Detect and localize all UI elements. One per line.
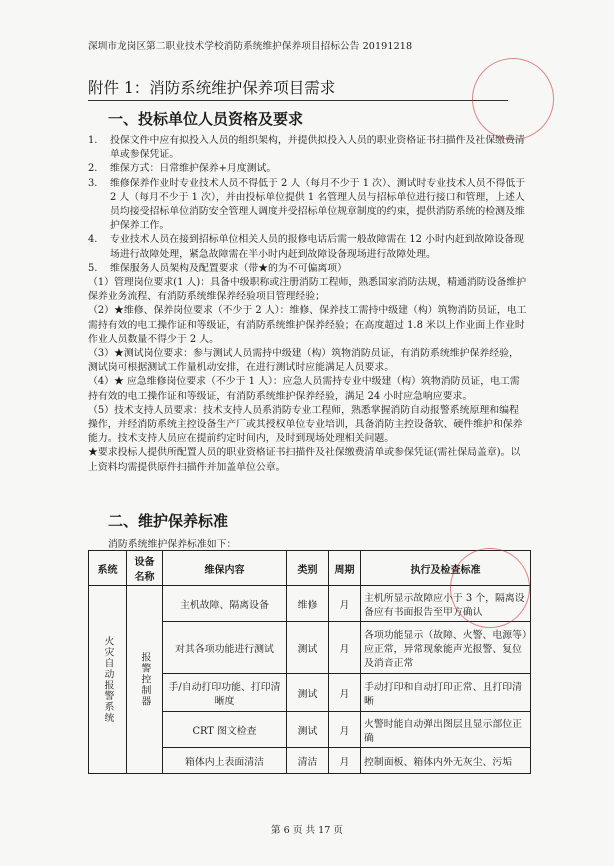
type-cell: 测试 xyxy=(287,622,329,674)
content-cell: 箱体内上表面清洁 xyxy=(163,748,287,774)
content-cell: 对其各项功能进行测试 xyxy=(163,622,287,674)
column-header-type: 类别 xyxy=(287,551,329,586)
type-cell: 清洁 xyxy=(287,748,329,774)
column-header-device: 设备名称 xyxy=(127,551,163,586)
column-header-system: 系统 xyxy=(89,551,127,586)
paragraph-management: （1）管理岗位要求(1 人)：具备中级职称或注册消防工程师，熟悉国家消防法规，精通消防设备维护保养业务流程、有消防系统维保养经验项目管理经验； xyxy=(88,277,527,303)
paragraph-maintenance: （2）★维修、保养岗位要求（不少于 2 人）：维修、保养技工需持中级建（构）筑物消防员证，电工需持有效的电工操作证和等级证，有消防系统维护保养经验；在高度超过 1.8 米以上作业面上作业时作业人员数量不得少于 2 人。 xyxy=(88,305,527,345)
list-item: 4. 专业技术人员在接到招标单位相关人员的报修电话后需一般故障需在 12 小时内赶到故障设备现场进行故障处理，紧急故障需在半小时内赶到故障设备现场进行故障处理。 xyxy=(88,234,524,260)
list-item: 2. 维保方式：日常维护保养+月度测试。 xyxy=(88,163,277,175)
content-cell: 主机故障、隔离设备 xyxy=(163,586,287,622)
column-header-standard: 执行及检查标准 xyxy=(361,551,531,586)
column-header-period: 周期 xyxy=(329,551,361,586)
content-cell: 手/自动打印功能、打印清晰度 xyxy=(163,674,287,712)
period-cell: 月 xyxy=(329,586,361,622)
table-header-row xyxy=(89,551,531,586)
list-item: 1. 投保文件中应有拟投入人员的组织架构，并提供拟投入人员的职业资格证书扫描件及社保缴费清单或参保凭证。 xyxy=(88,135,525,161)
content-cell: CRT 图文检查 xyxy=(163,712,287,748)
period-cell: 月 xyxy=(329,748,361,774)
type-cell: 维修 xyxy=(287,586,329,622)
period-cell: 月 xyxy=(329,674,361,712)
paragraph-emergency: （4）★ 应急维修岗位要求（不少于 1 人）：应急人员需持专业中级建（构）筑物消防员证，电工需持有效的电工操作证和等级证，有消防系统维护保养经验，满足 24 小时应急响应要求。 xyxy=(88,376,520,402)
requirements-body xyxy=(88,134,528,475)
section-heading-qualifications: 一、投标单位人员资格及要求 xyxy=(108,110,304,128)
period-cell: 月 xyxy=(329,712,361,748)
paragraph-note: ★要求投标人提供所配置人员的职业资格证书扫描件及社保缴费清单或参保凭证(需社保局盖章)。以上资料均需提供原件扫描件并加盖单位公章。 xyxy=(88,447,521,473)
column-header-content: 维保内容 xyxy=(163,551,287,586)
device-cell: 报警控制器 xyxy=(127,586,163,774)
table-intro: 消防系统维护保养标准如下： xyxy=(108,539,237,550)
paragraph-tech-support: （5）技术支持人员要求：技术支持人员系消防专业工程师，熟悉掌握消防自动报警系统原理和编程操作，并经消防系统主控设备生产厂或其授权单位专业培训，具备消防主控设备软、硬件维护和保养能力。技术支持人员应在提前约定时间内，及时到现场处理相关问题。 xyxy=(88,404,523,445)
list-item: 3. 维修保养作业时专业技术人员不得低于 2 人（每月不少于 1 次）、测试时专业技术人员不得低于 2 人（每月不少于 1 次），并由投标单位提供 1 名管理人员与招标单位进行接口和管理，上述人员均接受招标单位消防安全管理人调度并受招标单位规章制度的约束，提供消防系统的检测及维护保养工作。 xyxy=(88,177,526,232)
standard-cell: 手动打印和自动打印正常、且打印清晰 xyxy=(361,674,531,712)
page-footer: 第 6 页 共 17 页 xyxy=(271,825,343,836)
page-header: 深圳市龙岗区第二职业技术学校消防系统维护保养项目招标公告 20191218 xyxy=(88,41,413,52)
system-cell: 火灾自动报警系统 xyxy=(89,586,127,774)
type-cell: 测试 xyxy=(287,674,329,712)
standard-cell: 各项功能显示（故障、火警、电源等）应正常，异常现象能声光报警、复位及消音正常 xyxy=(361,622,531,674)
section-heading-standards: 二、维护保养标准 xyxy=(108,512,229,530)
page-title: 附件 1：消防系统维护保养项目需求 xyxy=(88,76,508,101)
paragraph-testing: （3）★测试岗位要求：参与测试人员需持中级建（构）筑物消防员证，有消防系统维护保养经验，测试岗可根据测试工作量机动安排，在进行测试时应能满足人员要求。 xyxy=(88,348,519,374)
standard-cell: 主机所显示故障应小于 3 个，隔离设备应有书面报告至甲方确认 xyxy=(361,586,531,622)
table-row xyxy=(89,586,531,622)
standard-cell: 火警时能自动弹出图层且显示部位正确 xyxy=(361,712,531,748)
standard-cell: 控制面板、箱体内外无灰尘、污垢 xyxy=(361,748,531,774)
list-item: 5. 维保服务人员架构及配置要求（带★的为不可偏离项） xyxy=(88,262,348,274)
maintenance-standard-table xyxy=(88,550,531,774)
period-cell: 月 xyxy=(329,622,361,674)
type-cell: 测试 xyxy=(287,712,329,748)
